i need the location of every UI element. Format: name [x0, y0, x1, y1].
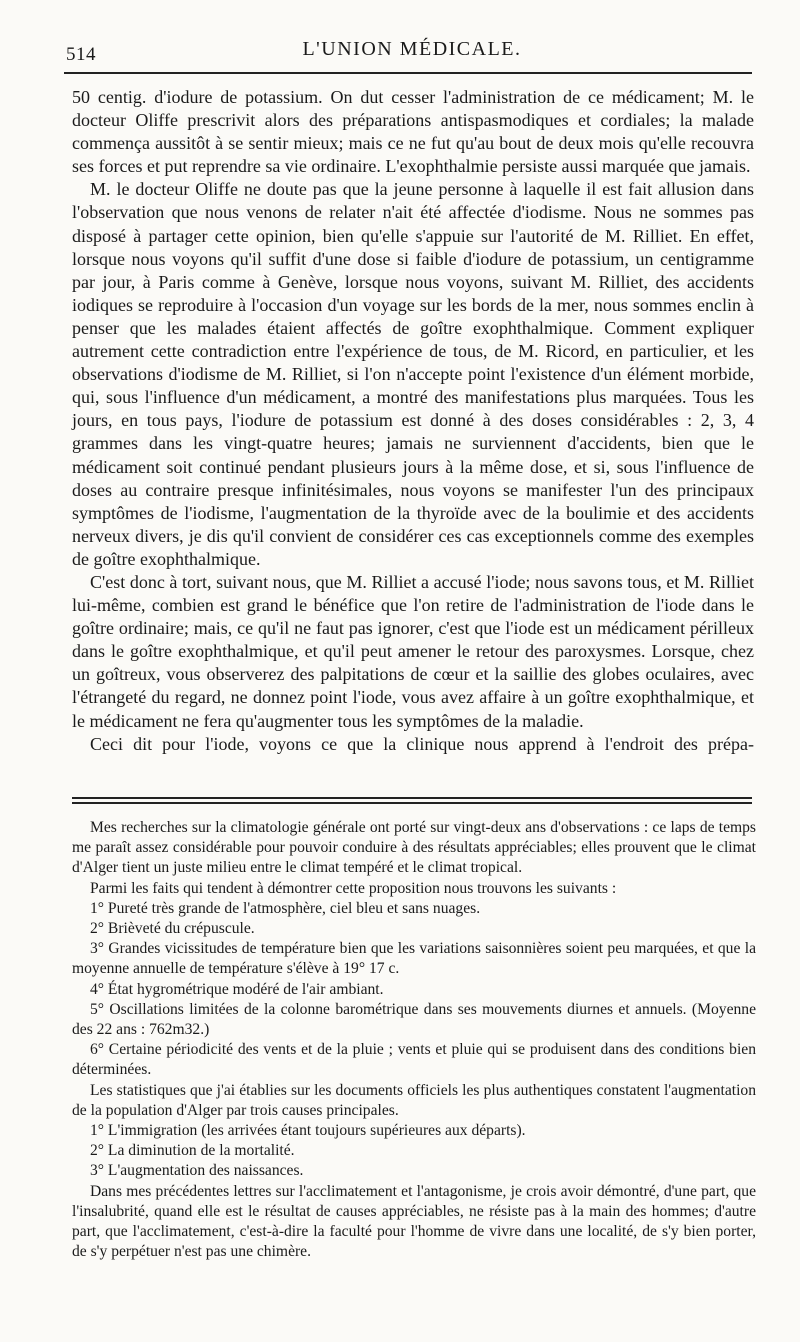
footnote-list-item: 5° Oscillations limitées de la colonne barométrique dans ses mouvements diurnes et annuels. (Moyenne des 22 ans : 762m32.) [72, 1000, 756, 1039]
footnote-list-item: 4° État hygrométrique modéré de l'air ambiant. [90, 980, 384, 998]
main-text [72, 86, 754, 756]
body-paragraph: M. le docteur Oliffe ne doute pas que la jeune personne à laquelle il est fait allusion dans l'observation que nous venons de relater n'ait été affectée d'iodisme. Nous ne sommes pas disposé à partager cette opinion, bien qu'elle s'appuie sur l'autorité de M. Rilliet. En effet, lorsque nous voyons qu'il suffit d'une dose si faible d'iodure de potassium, un centigramme par jour, à Paris comme à Genève, lorsque nous voyons, suivant M. Rilliet, des accidents iodiques se reproduire à l'occasion d'un voyage sur les bords de la mer, nous sommes enclin à penser que les malades étaient affectés de goître exophthalmique. Comment expliquer autrement cette contradiction entre l'expérience de tous, de M. Ricord, en particulier, et les observations d'iodisme de M. Rilliet, si l'on n'accepte point l'existence d'un élément morbide, qui, sous l'influence d'un médicament, a montré des manifestations plus marquées. Tous les jours, en tous pays, l'iodure de potassium est donné à des doses considérables : 2, 3, 4 grammes dans les vingt-quatre heures; jamais ne surviennent d'accidents, bien que le médicament soit continué pendant plusieurs jours à la même dose, et si, sous l'influence de doses au contraire presque infinitésimales, nous voyons se manifester l'un des principaux symptômes de l'iodisme, l'augmentation de la thyroïde avec de la boulimie et des accidents nerveux divers, je dis qu'il convient de considérer ces cas exceptionnels comme des exemples de goître exophthalmique. [72, 179, 754, 569]
footnote-list-item: 6° Certaine périodicité des vents et de la pluie ; vents et pluie qui se produisent dans des conditions bien déterminées. [72, 1041, 756, 1079]
footnote-list-item: 2° La diminution de la mortalité. [90, 1142, 295, 1160]
footnote-list-item: 2° Brièveté du crépuscule. [90, 920, 255, 938]
section-separator-rule [72, 797, 752, 804]
footnote-list-item: 3° L'augmentation des naissances. [90, 1162, 304, 1180]
footnote-text [72, 818, 756, 1262]
running-title: L'UNION MÉDICALE. [302, 38, 522, 60]
body-paragraph: 50 centig. d'iodure de potassium. On dut cesser l'administration de ce médicament; M. le docteur Oliffe prescrivit alors des préparations antispasmodiques et cordiales; la malade commença aussitôt à se sentir mieux; mais ce ne fut qu'au bout de deux mois qu'elle recouvra ses forces et put reprendre sa vie ordinaire. L'exophthalmie persiste aussi marquée que jamais. [72, 87, 754, 177]
footnote-paragraph: Mes recherches sur la climatologie générale ont porté sur vingt-deux ans d'observations : ce laps de temps me paraît assez considérable pour pouvoir conduire à des résultats appréciables; elles prouvent que le climat d'Alger tient un juste milieu entre le climat tempéré et le climat tropical. [72, 819, 756, 877]
footnote-list-item: 1° L'immigration (les arrivées étant toujours supérieures aux départs). [90, 1122, 526, 1140]
footnote-list-item: 1° Pureté très grande de l'atmosphère, ciel bleu et sans nuages. [90, 899, 481, 917]
footnote-paragraph: Les statistiques que j'ai établies sur les documents officiels les plus authentiques constatent l'augmentation de la population d'Alger par trois causes principales. [72, 1081, 756, 1119]
body-paragraph: C'est donc à tort, suivant nous, que M. Rilliet a accusé l'iode; nous savons tous, et M. Rilliet lui-même, combien est grand le bénéfice que l'on retire de l'administration de l'iode dans le goître ordinaire; mais, ce qu'il ne faut pas ignorer, c'est que l'iode est un médicament périlleux dans le goître exophthalmique, et qu'il peut amener le retour des paroxysmes. Lorsque, chez un goîtreux, vous observerez des palpitations de cœur et la saillie des globes oculaires, avec l'étrangeté du regard, ne donnez point l'iode, vous avez affaire à un goître exophthalmique, et le médicament ne fera qu'augmenter tous les symptômes de la maladie. [72, 571, 754, 731]
footnote-list-item: 3° Grandes vicissitudes de température bien que les variations saisonnières soient peu marquées, et que la moyenne annuelle de température s'élève à 19° 17 c. [72, 940, 756, 978]
page-header [64, 32, 760, 72]
footnote-paragraph: Parmi les faits qui tendent à démontrer cette proposition nous trouvons les suivants : [90, 879, 617, 897]
page-number: 514 [66, 44, 96, 65]
footnote-paragraph: Dans mes précédentes lettres sur l'acclimatement et l'antagonisme, je crois avoir démontré, d'une part, que l'insalubrité, quand elle est le résultat de causes appréciables, ne résiste pas à la main des hommes; d'autre part, que l'acclimatement, c'est-à-dire la faculté pour l'homme de vivre dans une localité, de s'y bien porter, de s'y perpétuer n'est pas une chimère. [72, 1182, 756, 1261]
body-paragraph: Ceci dit pour l'iode, voyons ce que la clinique nous apprend à l'endroit des prépa- [90, 733, 754, 754]
header-rule [64, 72, 752, 74]
